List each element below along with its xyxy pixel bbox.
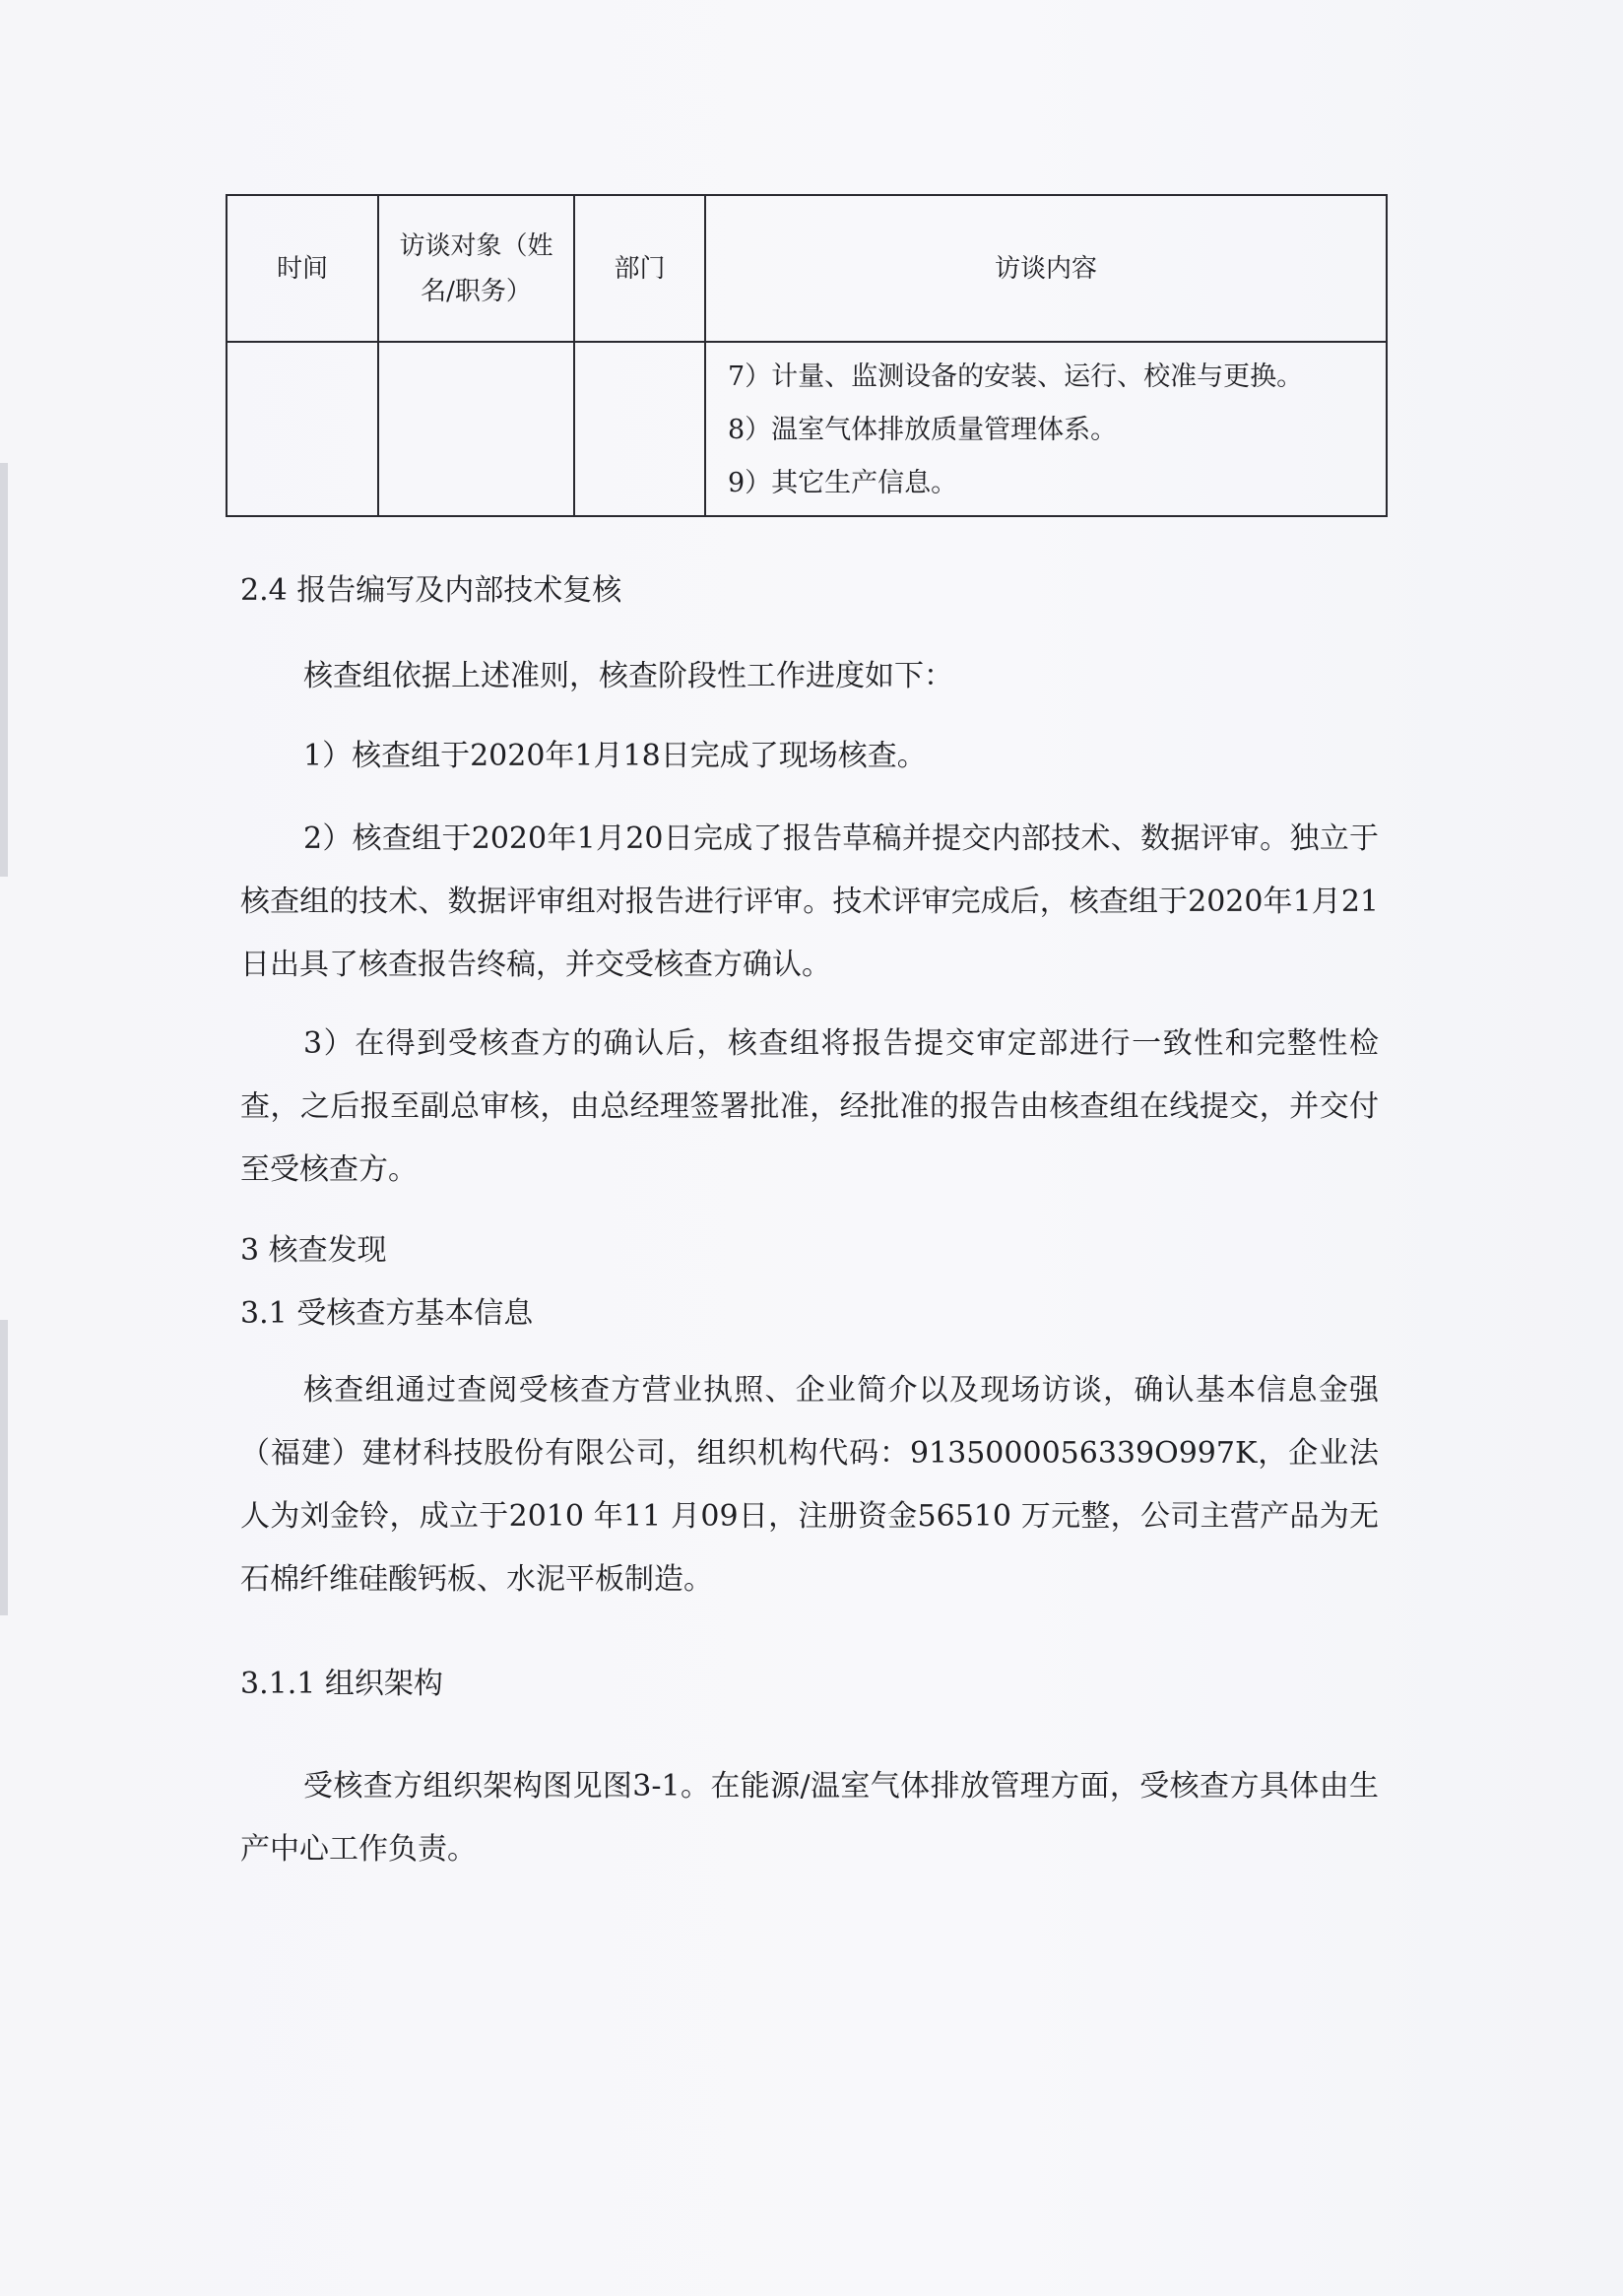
interview-table [226, 194, 1388, 517]
content-item: 7）计量、监测设备的安装、运行、校准与更换。 [728, 361, 1304, 392]
cell-content [705, 342, 1387, 516]
table-header-row [227, 195, 1387, 342]
section-2-4-step3: 3）在得到受核查方的确认后，核查组将报告提交审定部进行一致性和完整性检查，之后报至副总审核，由总经理签署批准，经批准的报告由核查组在线提交，并交付至受核查方。 [240, 1026, 1379, 1187]
header-content: 访谈内容 [705, 195, 1387, 342]
cell-department [574, 342, 705, 516]
section-3-heading: 3 核查发现 [240, 1233, 387, 1268]
header-interviewee-line1: 访谈对象（姓 [399, 230, 553, 261]
content-item: 9）其它生产信息。 [728, 468, 958, 498]
cell-time [227, 342, 378, 516]
table-row [227, 342, 1387, 516]
section-3-1-1-heading: 3.1.1 组织架构 [240, 1667, 443, 1701]
section-2-4-step1: 1）核查组于2020年1月18日完成了现场核查。 [303, 739, 927, 773]
scan-edge-mark [0, 1320, 8, 1615]
content-item: 8）温室气体排放质量管理体系。 [728, 415, 1118, 445]
header-interviewee [378, 195, 574, 342]
header-department: 部门 [574, 195, 705, 342]
section-3-1-body: 核查组通过查阅受核查方营业执照、企业简介以及现场访谈，确认基本信息金强（福建）建材科技股份有限公司，组织机构代码：9135000056339O997K，企业法人为刘金铃，成立于2010 年11 月09日，注册资金56510 万元整，公司主营产品为无石棉纤维硅酸钙板、水泥平板制造。 [240, 1373, 1379, 1597]
cell-interviewee [378, 342, 574, 516]
section-2-4-step2: 2）核查组于2020年1月20日完成了报告草稿并提交内部技术、数据评审。独立于核查组的技术、数据评审组对报告进行评审。技术评审完成后，核查组于2020年1月21日出具了核查报告终稿，并交受核查方确认。 [240, 821, 1379, 982]
scan-edge-mark [0, 463, 8, 877]
section-3-1-heading: 3.1 受核查方基本信息 [240, 1296, 534, 1331]
header-time: 时间 [227, 195, 378, 342]
header-interviewee-line2: 名/职务） [421, 276, 532, 306]
section-2-4-intro: 核查组依据上述准则，核查阶段性工作进度如下： [303, 659, 953, 693]
section-3-1-1-body: 受核查方组织架构图见图3-1。在能源/温室气体排放管理方面，受核查方具体由生产中心工作负责。 [240, 1769, 1379, 1867]
section-2-4-heading: 2.4 报告编写及内部技术复核 [240, 573, 622, 608]
